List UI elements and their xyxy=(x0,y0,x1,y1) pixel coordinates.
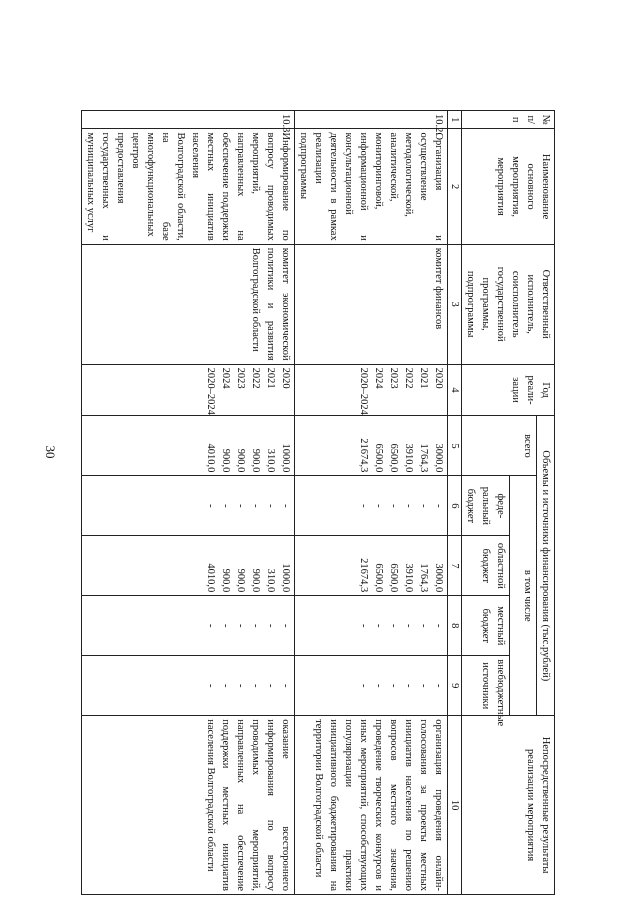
regional-value: 3000,0 xyxy=(433,563,444,593)
header-incl: в том числе xyxy=(510,476,537,716)
col-number: 9 xyxy=(448,656,462,716)
year-value: 2020 xyxy=(433,367,444,389)
local-value: - xyxy=(358,624,369,628)
header-year: Год реали-зации xyxy=(462,364,555,416)
year-value: 2022 xyxy=(403,367,414,389)
total-value: 900,0 xyxy=(250,448,261,473)
result-text: организация проведения онлайн-голосования за проекты местных инициатив населения по решению вопросов местного значения, проведение творческих конкурсов и иных мероприятий, способствующих популяризации практики инициативного бюджетирования на территории Волгоградской области xyxy=(295,716,448,895)
col-number: 2 xyxy=(448,129,462,244)
local-value: - xyxy=(250,624,261,628)
local-value: - xyxy=(265,624,276,628)
year-value: 2024 xyxy=(220,367,231,389)
extra-value: - xyxy=(280,683,291,688)
federal-value: - xyxy=(403,504,414,508)
regional-value: 6500,0 xyxy=(373,563,384,593)
header-num: № п/п xyxy=(462,111,555,129)
year-value: 2020 xyxy=(280,367,291,389)
federal-value: - xyxy=(205,504,216,508)
regional-value: 900,0 xyxy=(220,568,231,593)
result-text: оказание всестороннего информирования по вопросу проводимых мероприятий, направленных на обеспечение поддержки местных инициатив населения Волгоградской области xyxy=(82,716,295,895)
federal-value: - xyxy=(235,504,246,508)
year-value: 2020–2024 xyxy=(358,367,369,415)
year-value: 2024 xyxy=(373,367,384,389)
local-value: - xyxy=(403,624,414,628)
extra-value: - xyxy=(433,683,444,688)
table-row xyxy=(82,111,295,895)
total-value: 3910,0 xyxy=(403,443,414,473)
federal-cell xyxy=(82,476,295,536)
federal-value: - xyxy=(220,504,231,508)
extra-cell xyxy=(82,656,295,716)
table-row xyxy=(295,111,448,895)
header-federal: феде-ральный бюджет xyxy=(462,476,510,536)
years-cell xyxy=(295,364,448,416)
year-value: 2023 xyxy=(388,367,399,389)
regional-value: 900,0 xyxy=(235,568,246,593)
regional-value: 6500,0 xyxy=(388,563,399,593)
header-extra: внебюджетные источники xyxy=(462,656,510,716)
col-number: 6 xyxy=(448,476,462,536)
activity-name: Организация и осуществление методологической, аналитической, мониторинговой, информационной и консультационной деятельности в рамках реализации подпрограммы xyxy=(295,129,448,244)
extra-value: - xyxy=(235,683,246,688)
year-value: 2021 xyxy=(418,367,429,389)
header-results: Непосредственные результаты реализации мероприятия xyxy=(462,716,555,895)
federal-value: - xyxy=(388,504,399,508)
regional-cell xyxy=(82,536,295,596)
extra-cell xyxy=(295,656,448,716)
local-value: - xyxy=(433,624,444,628)
total-value: 310,0 xyxy=(265,448,276,473)
local-value: - xyxy=(220,624,231,628)
header-total: всего xyxy=(462,416,537,476)
federal-value: - xyxy=(265,504,276,508)
total-value: 4010,0 xyxy=(205,443,216,473)
col-number: 7 xyxy=(448,536,462,596)
federal-value: - xyxy=(280,504,291,508)
federal-value: - xyxy=(418,504,429,508)
extra-value: - xyxy=(358,683,369,688)
row-number: 10.3. xyxy=(82,111,295,129)
regional-value: 1764,3 xyxy=(418,563,429,593)
row-number: 10.2. xyxy=(295,111,448,129)
year-value: 2023 xyxy=(235,367,246,389)
extra-value: - xyxy=(265,683,276,688)
extra-value: - xyxy=(418,683,429,688)
regional-value: 4010,0 xyxy=(205,563,216,593)
activity-name: Информирование по вопросу проводимых мероприятий, направленных на обеспечение поддержки местных инициатив населения Волгоградской области, на базе многофункциональных центров предоставления государственных и муниципальных услуг xyxy=(82,129,295,244)
program-table xyxy=(81,110,555,895)
federal-value: - xyxy=(250,504,261,508)
executor-name: комитет финансов xyxy=(295,244,448,364)
col-number: 10 xyxy=(448,716,462,895)
extra-value: - xyxy=(373,683,384,688)
year-value: 2021 xyxy=(265,367,276,389)
regional-value: 1000,0 xyxy=(280,563,291,593)
col-number: 4 xyxy=(448,364,462,416)
federal-value: - xyxy=(358,504,369,508)
local-value: - xyxy=(235,624,246,628)
regional-value: 310,0 xyxy=(265,568,276,593)
regional-value: 3910,0 xyxy=(403,563,414,593)
regional-value: 21674,3 xyxy=(358,558,369,593)
total-cell xyxy=(82,416,295,476)
col-number: 3 xyxy=(448,244,462,364)
page-number: 30 xyxy=(43,445,58,459)
year-value: 2020–2024 xyxy=(205,367,216,415)
extra-value: - xyxy=(388,683,399,688)
regional-value: 900,0 xyxy=(250,568,261,593)
local-cell xyxy=(295,596,448,656)
total-value: 1000,0 xyxy=(280,443,291,473)
total-value: 6500,0 xyxy=(388,443,399,473)
extra-value: - xyxy=(205,683,216,688)
local-value: - xyxy=(205,624,216,628)
local-value: - xyxy=(280,624,291,628)
total-value: 1764,3 xyxy=(418,443,429,473)
total-value: 6500,0 xyxy=(373,443,384,473)
col-number: 5 xyxy=(448,416,462,476)
local-value: - xyxy=(373,624,384,628)
total-cell xyxy=(295,416,448,476)
header-name: Наименование основного мероприятия, мероприятия xyxy=(462,129,555,244)
executor-name: комитет экономической политики и развития Волгоградской области xyxy=(82,244,295,364)
extra-value: - xyxy=(250,683,261,688)
local-value: - xyxy=(388,624,399,628)
header-executor: Ответственный исполнитель, соисполнитель государственной программы, подпрограммы xyxy=(462,244,555,364)
local-cell xyxy=(82,596,295,656)
federal-value: - xyxy=(433,504,444,508)
total-value: 900,0 xyxy=(235,448,246,473)
total-value: 900,0 xyxy=(220,448,231,473)
local-value: - xyxy=(418,624,429,628)
extra-value: - xyxy=(220,683,231,688)
total-value: 21674,3 xyxy=(358,438,369,473)
header-funding-group: Объемы и источники финансирования (тыс.рублей) xyxy=(537,416,555,716)
extra-value: - xyxy=(403,683,414,688)
federal-value: - xyxy=(373,504,384,508)
header-regional: областной бюджет xyxy=(462,536,510,596)
col-number: 1 xyxy=(448,111,462,129)
years-cell xyxy=(82,364,295,416)
header-local: местный бюджет xyxy=(462,596,510,656)
total-value: 3000,0 xyxy=(433,443,444,473)
year-value: 2022 xyxy=(250,367,261,389)
regional-cell xyxy=(295,536,448,596)
column-numbers-row xyxy=(448,111,462,895)
federal-cell xyxy=(295,476,448,536)
col-number: 8 xyxy=(448,596,462,656)
